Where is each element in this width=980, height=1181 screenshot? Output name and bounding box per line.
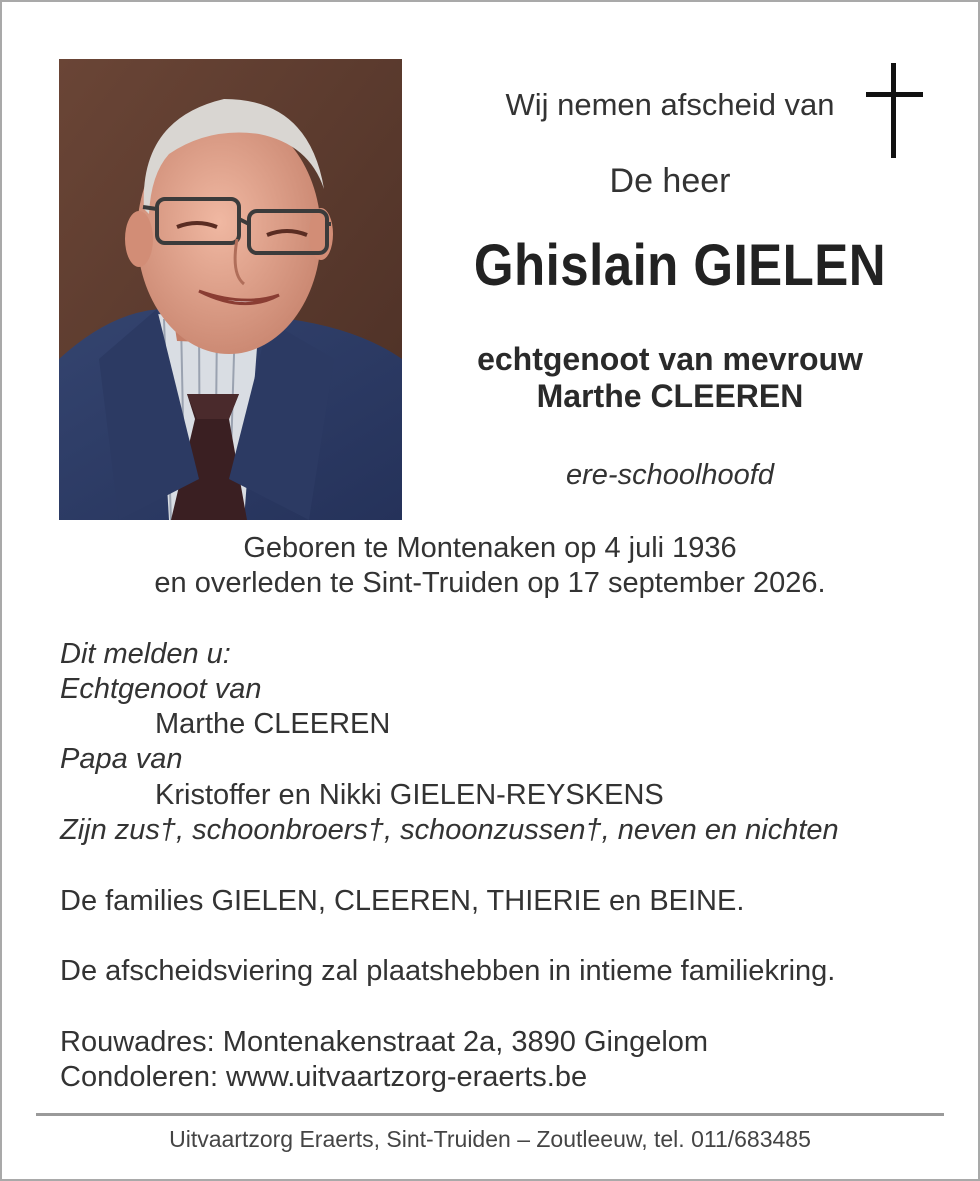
death-line: en overleden te Sint-Truiden op 17 september 2026.: [154, 567, 826, 599]
children-label: Papa van: [60, 743, 183, 775]
spouse-label: Echtgenoot van: [60, 673, 262, 705]
honorific: De heer: [609, 162, 731, 200]
spouse-name: Marthe CLEEREN: [155, 708, 391, 740]
portrait-photo: [59, 59, 402, 520]
birth-line: Geboren te Montenaken op 4 juli 1936: [243, 532, 737, 564]
spouse-line-1: echtgenoot van mevrouw: [477, 341, 863, 377]
occupation: ere-schoolhoofd: [566, 459, 774, 491]
children-names: Kristoffer en Nikki GIELEN-REYSKENS: [155, 779, 664, 811]
spouse-line-2: Marthe CLEEREN: [536, 378, 804, 414]
address-line: Rouwadres: Montenakenstraat 2a, 3890 Gingelom: [60, 1026, 709, 1058]
intro-text: Wij nemen afscheid van: [505, 87, 835, 122]
relatives-line: Zijn zus†, schoonbroers†, schoonzussen†, neven en nichten: [60, 814, 839, 846]
families-line: De families GIELEN, CLEEREN, THIERIE en BEINE.: [60, 885, 745, 917]
deceased-name: Ghislain GIELEN: [473, 233, 887, 298]
condolences-line[interactable]: Condoleren: www.uitvaartzorg-eraerts.be: [60, 1061, 588, 1093]
footer-text: Uitvaartzorg Eraerts, Sint-Truiden – Zoutleeuw, tel. 011/683485: [169, 1126, 811, 1152]
footer-divider: [36, 1113, 944, 1116]
spouse-block: [440, 341, 900, 415]
announcement-intro: Dit melden u:: [60, 638, 231, 670]
ceremony-line: De afscheidsviering zal plaatshebben in intieme familiekring.: [60, 955, 836, 987]
dates-block: [0, 531, 980, 601]
